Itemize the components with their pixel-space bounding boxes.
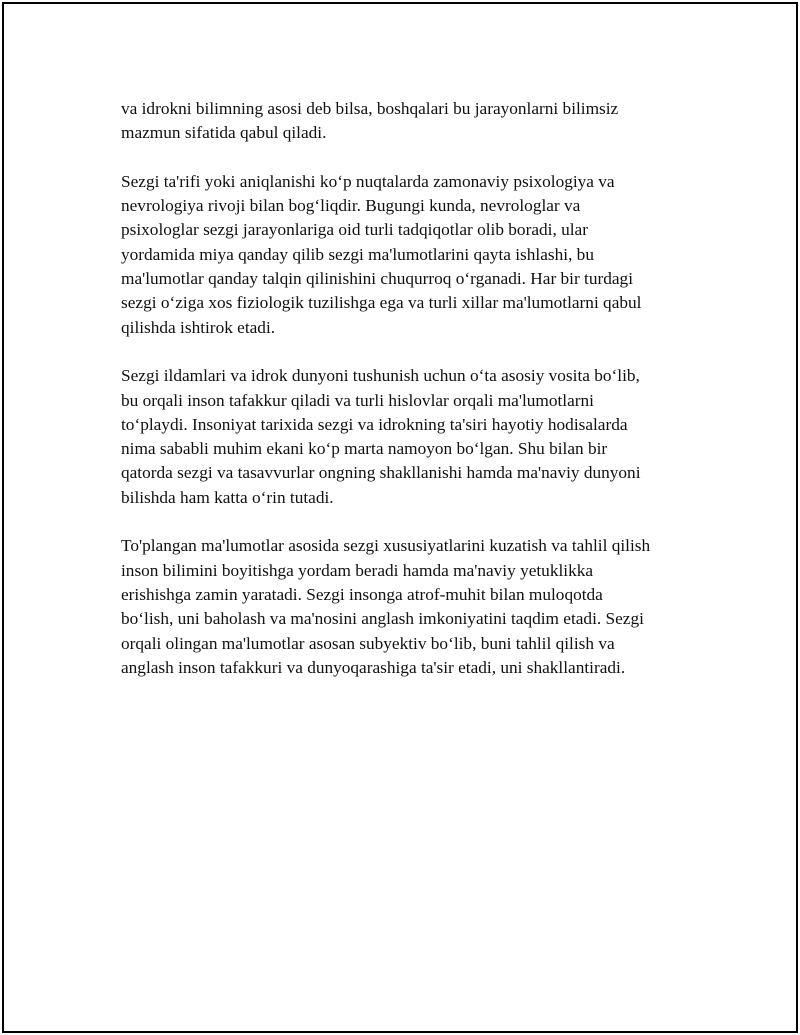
text-line: mazmun sifatida qabul qiladi. <box>121 123 327 143</box>
text-line: Sezgi ildamlari va idrok dunyoni tushunish uchun o‘ta asosiy vosita bo‘lib, <box>121 366 640 386</box>
text-line: yordamida miya qanday qilib sezgi ma'lumotlarini qayta ishlashi, bu <box>121 244 594 264</box>
text-line: va idrokni bilimning asosi deb bilsa, boshqalari bu jarayonlarni bilimsiz <box>121 99 619 118</box>
paragraph-4 <box>121 534 701 680</box>
text-line: orqali olingan ma'lumotlar asosan subyektiv bo‘lib, buni tahlil qilish va <box>121 633 615 653</box>
text-line: nevrologiya rivoji bilan bog‘liqdir. Bugungi kunda, nevrologlar va <box>121 196 581 216</box>
text-line: ma'lumotlar qanday talqin qilinishini chuqurroq o‘rganadi. Har bir turdagi <box>121 269 633 289</box>
document-body <box>121 97 701 704</box>
text-line: psixologlar sezgi jarayonlariga oid turli tadqiqotlar olib boradi, ular <box>121 220 588 240</box>
text-line: erishishga zamin yaratadi. Sezgi insonga atrof-muhit bilan muloqotda <box>121 584 603 604</box>
paragraph-3 <box>121 364 701 510</box>
text-line: bo‘lish, uni baholash va ma'nosini anglash imkoniyatini taqdim etadi. Sezgi <box>121 609 644 629</box>
text-line: bilishda ham katta o‘rin tutadi. <box>121 487 334 507</box>
text-line: To'plangan ma'lumotlar asosida sezgi xususiyatlarini kuzatish va tahlil qilish <box>121 536 651 556</box>
paragraph-1 <box>121 97 701 146</box>
document-page <box>2 2 798 1033</box>
text-line: qilishda ishtirok etadi. <box>121 317 276 337</box>
text-line: Sezgi ta'rifi yoki aniqlanishi ko‘p nuqtalarda zamonaviy psixologiya va <box>121 171 615 191</box>
text-line: to‘playdi. Insoniyat tarixida sezgi va idrokning ta'siri hayotiy hodisalarda <box>121 414 628 434</box>
paragraph-2 <box>121 170 701 340</box>
text-line: bu orqali inson tafakkur qiladi va turli hislovlar orqali ma'lumotlarni <box>121 390 594 410</box>
text-line: qatorda sezgi va tasavvurlar ongning shakllanishi hamda ma'naviy dunyoni <box>121 463 641 483</box>
text-line: nima sababli muhim ekani ko‘p marta namoyon bo‘lgan. Shu bilan bir <box>121 439 608 459</box>
text-line: anglash inson tafakkuri va dunyoqarashiga ta'sir etadi, uni shakllantiradi. <box>121 657 626 677</box>
text-line: inson bilimini boyitishga yordam beradi hamda ma'naviy yetuklikka <box>121 560 594 580</box>
text-line: sezgi o‘ziga xos fiziologik tuzilishga ega va turli xillar ma'lumotlarni qabul <box>121 293 642 313</box>
